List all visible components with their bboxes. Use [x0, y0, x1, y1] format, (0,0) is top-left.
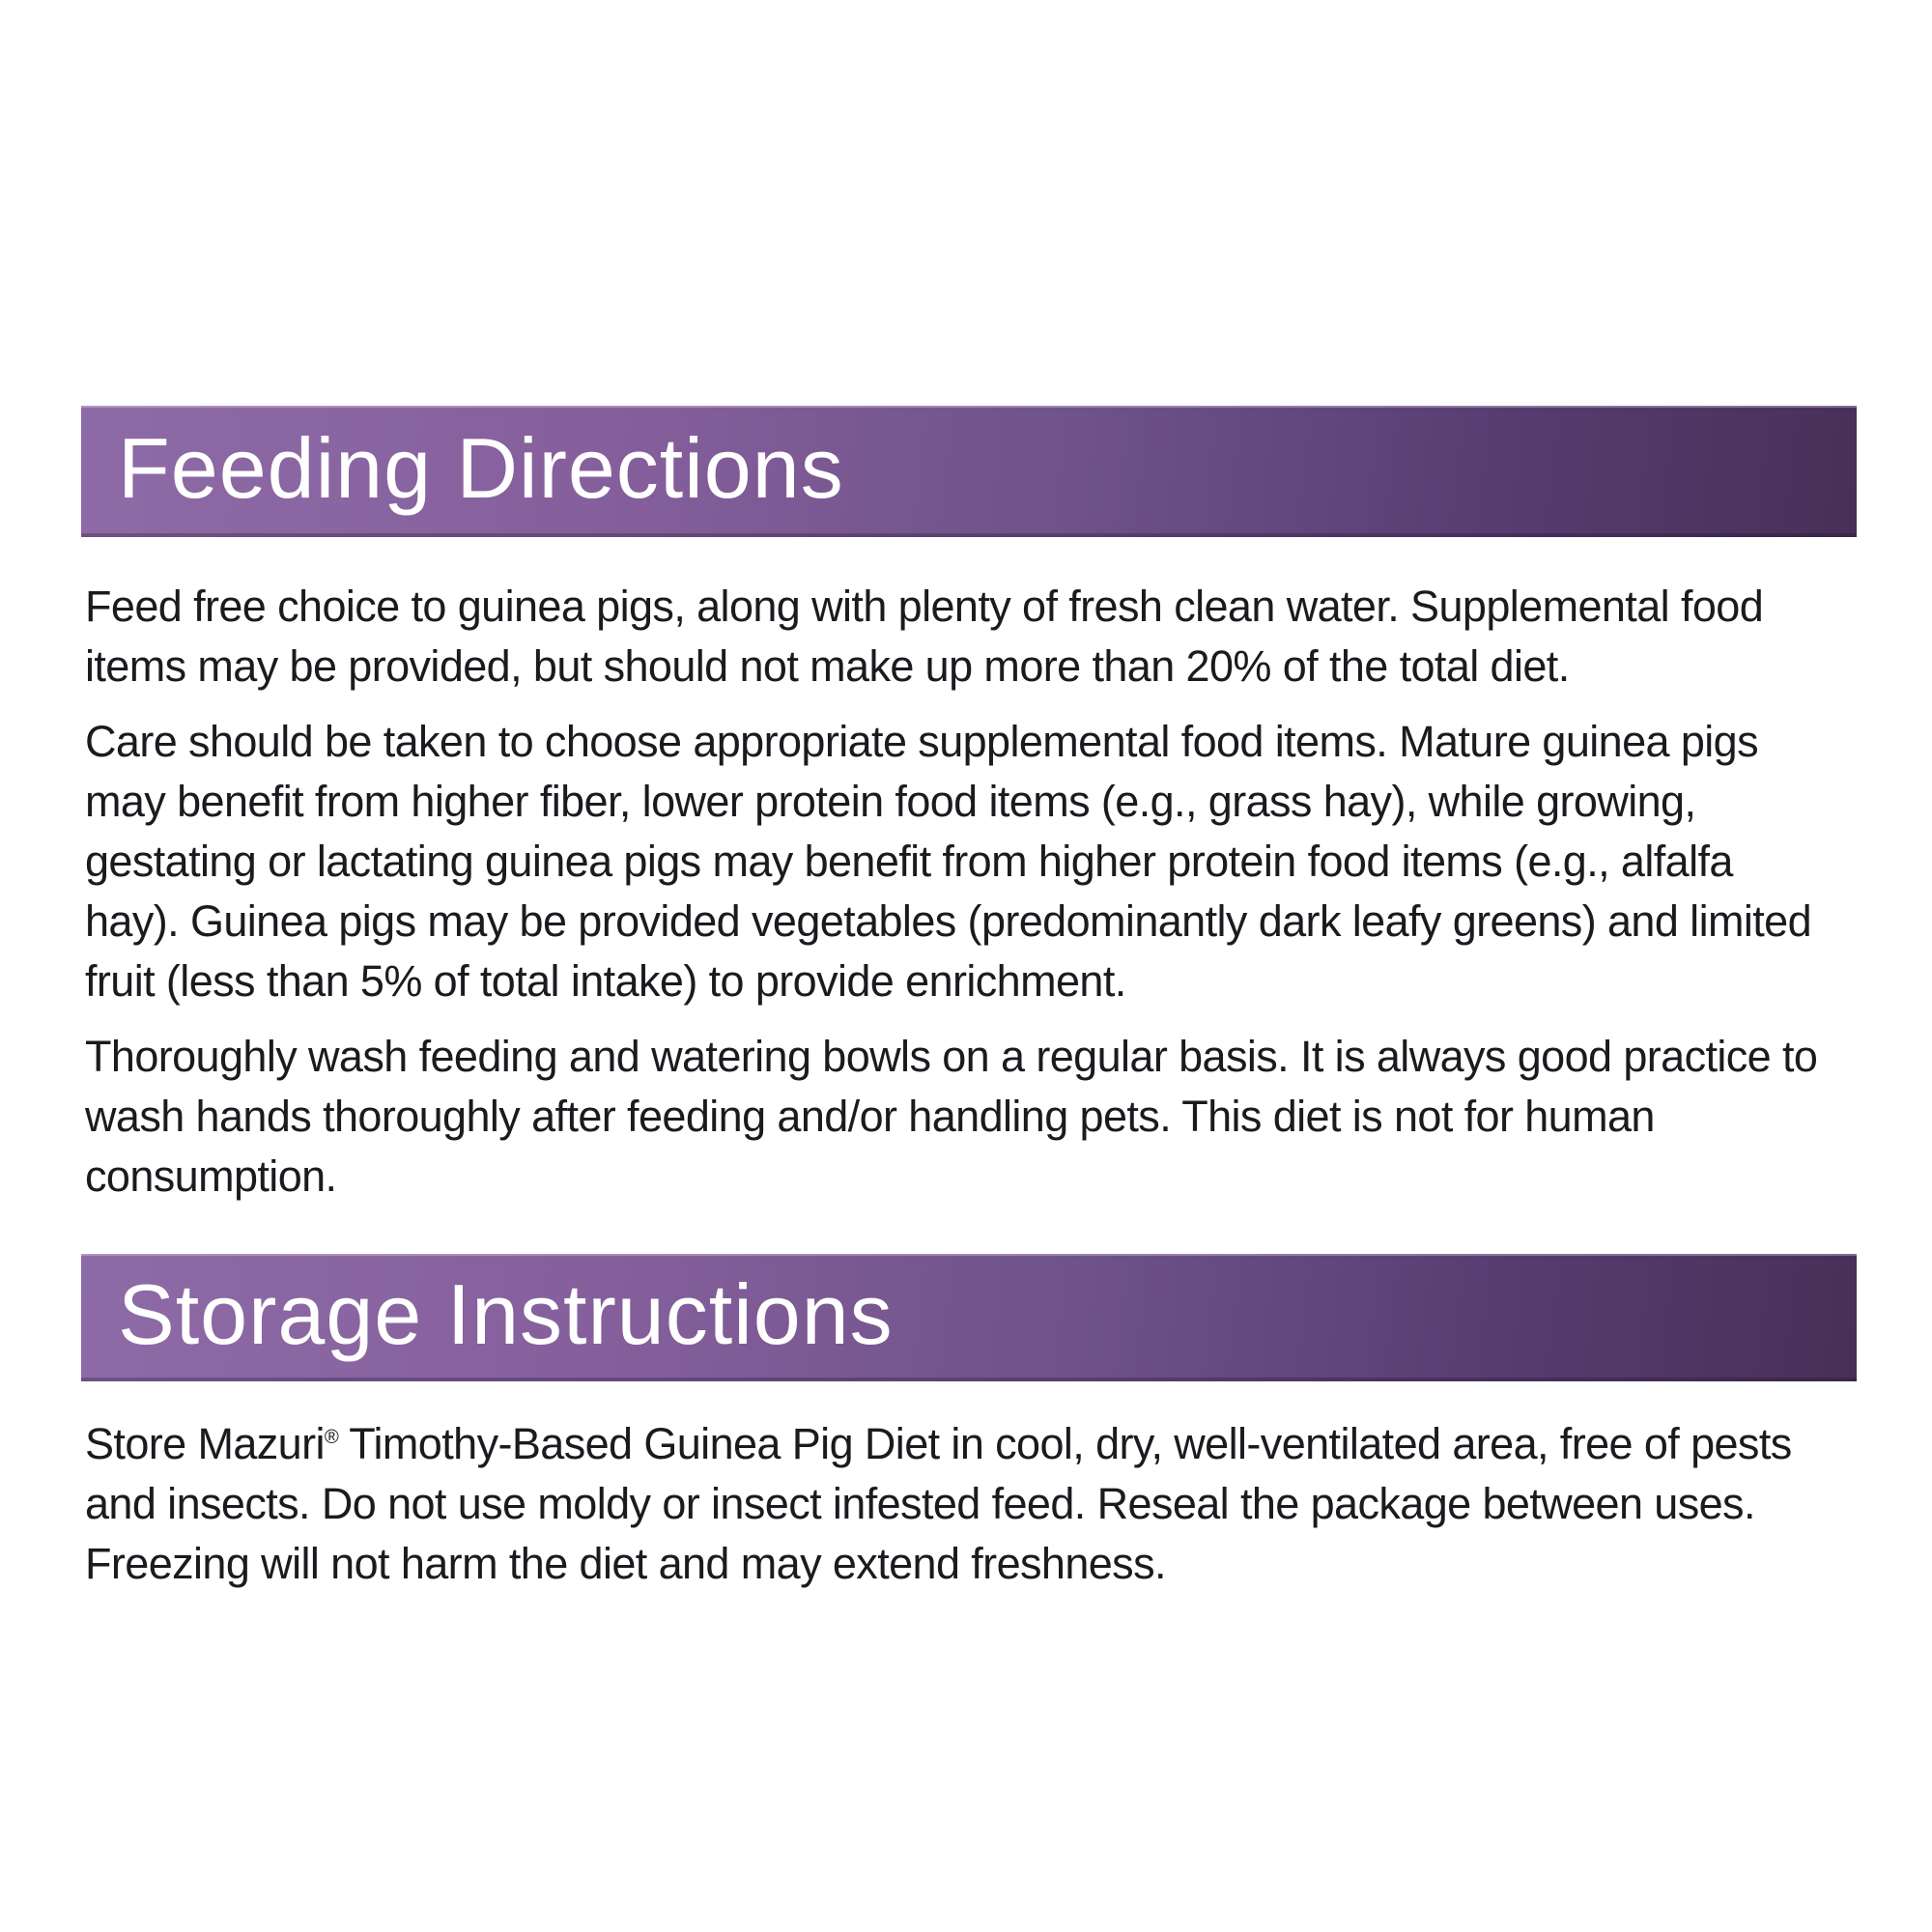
feeding-directions-header-bar	[81, 406, 1857, 537]
feeding-paragraph-3: Thoroughly wash feeding and watering bowls on a regular basis. It is always good practice to wash hands thoroughly after feeding and/or handling pets. This diet is not for human consumption.	[85, 1032, 1818, 1201]
storage-text-rest: Timothy-Based Guinea Pig Diet in cool, dry, well-ventilated area, free of pests and insects. Do not use moldy or insect infested feed. Reseal the package between uses. Freezing will not harm the diet and may extend freshness.	[85, 1419, 1792, 1588]
storage-paragraph-1	[85, 1414, 1824, 1594]
feeding-paragraph-2: Care should be taken to choose appropriate supplemental food items. Mature guinea pigs may benefit from higher fiber, lower protein food items (e.g., grass hay), while growing, gestating or lactating guinea pigs may benefit from higher protein food items (e.g., alfalfa hay). Guinea pigs may be provided vegetables (predominantly dark leafy greens) and limited fruit (less than 5% of total intake) to provide enrichment.	[85, 717, 1812, 1006]
storage-text-lead: Store Mazuri	[85, 1419, 325, 1468]
feeding-directions-heading: Feeding Directions	[118, 420, 844, 516]
feeding-paragraph-1: Feed free choice to guinea pigs, along with plenty of fresh clean water. Supplemental food items may be provided, but should not make up more than 20% of the total diet.	[85, 582, 1764, 691]
storage-instructions-header-bar	[81, 1254, 1857, 1381]
registered-trademark-symbol: ®	[324, 1427, 339, 1448]
storage-instructions-body	[85, 1414, 1824, 1594]
storage-instructions-heading: Storage Instructions	[118, 1266, 894, 1362]
feeding-directions-body	[85, 577, 1824, 1207]
